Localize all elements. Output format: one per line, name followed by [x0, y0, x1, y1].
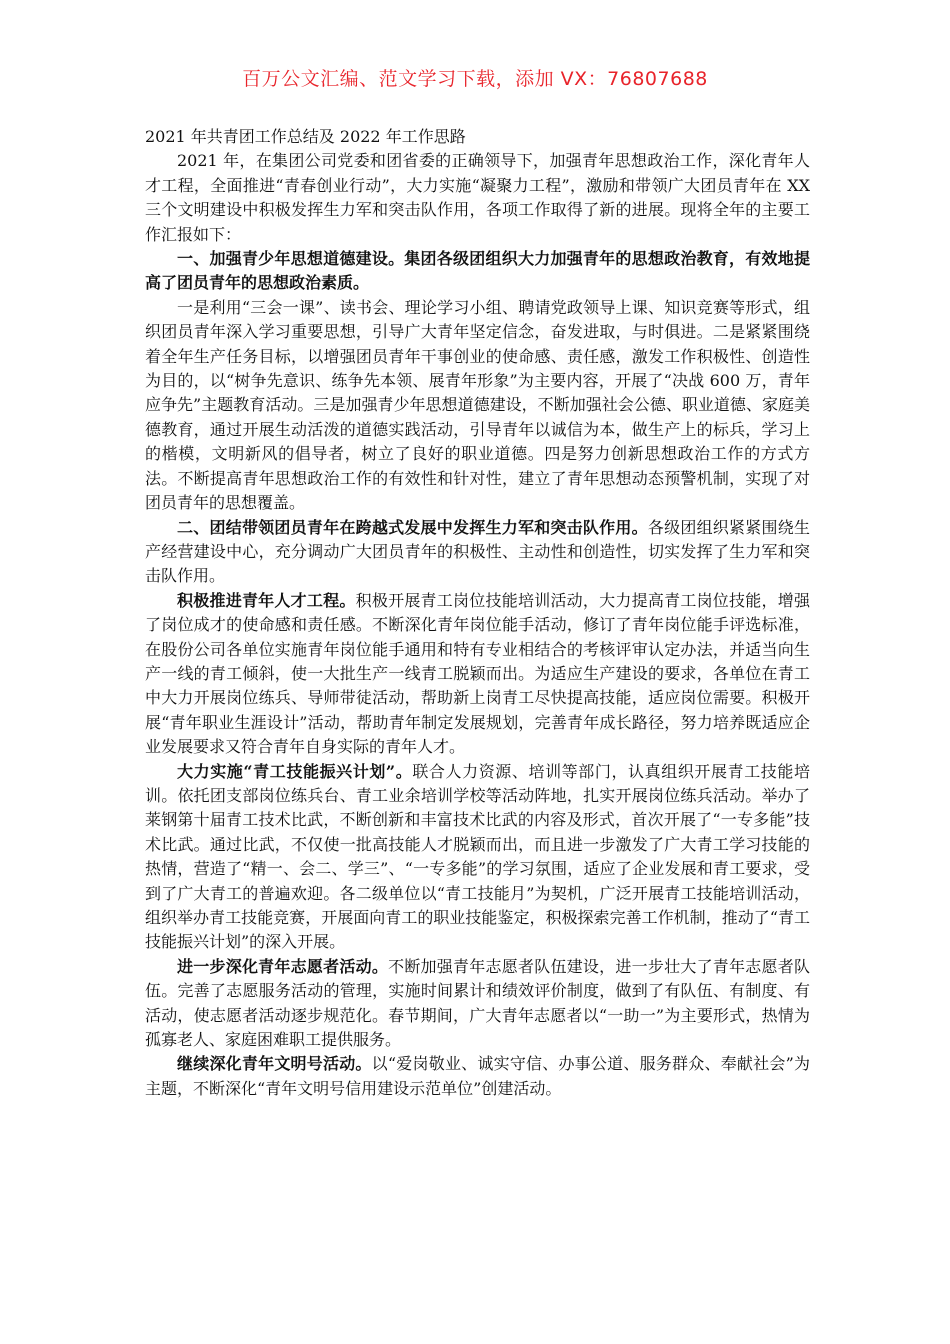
section1-paragraph: 一是利用“三会一课”、读书会、理论学习小组、聘请党政领导上课、知识竞赛等形式，组织团员青年深入学习重要思想，引导广大青年坚定信念，奋发进取，与时俱进。二是紧紧围绕着全年生产任务目标，以增强团员青年干事创业的使命感、责任感，激发工作积极性、创造性为目的，以“树争先意识、练争先本领、展青年形象”为主要内容，开展了“决战 600 万，青年应争先”主题教育活动。三是加强青少年思想道德建设，不断加强社会公德、职业道德、家庭美德教育，通过开展生动活泼的道德实践活动，引导青年以诚信为本，做生产上的标兵，学习上的楷模，文明新风的倡导者，树立了良好的职业道德。四是努力创新思想政治工作的方式方法。不断提高青年思想政治工作的有效性和针对性，建立了青年思想动态预警机制，实现了对团员青年的思想覆盖。 — [145, 297, 810, 513]
item4-body: 以“爱岗敬业、诚实守信、办事公道、服务群众、奉献社会”为主题，不断深化“青年文明号信用建设示范单位”创建活动。 — [145, 1054, 810, 1098]
header-banner: 百万公文汇编、范文学习下载，添加 VX：76807688 — [242, 68, 708, 90]
section2-heading: 二、团结带领团员青年在跨越式发展中发挥生力军和突击队作用。 — [177, 517, 648, 537]
item4-paragraph — [145, 1052, 810, 1101]
item2-paragraph — [145, 760, 810, 955]
section1-heading: 一、加强青少年思想道德建设。集团各级团组织大力加强青年的思想政治教育，有效地提高了团员青年的思想政治素质。 — [145, 249, 810, 293]
item1-body: 积极开展青工岗位技能培训活动，大力提高青工岗位技能，增强了岗位成才的使命感和责任感。不断深化青年岗位能手活动，修订了青年岗位能手评选标准，在股份公司各单位实施青年岗位能手通用和特有专业相结合的考核评审认定办法，并适当向生产一线的青工倾斜，使一大批生产一线青工脱颖而出。为适应生产建设的要求，各单位在青工中大力开展岗位练兵、导师带徒活动，帮助新上岗青工尽快提高技能，适应岗位需要。积极开展“青年职业生涯设计”活动，帮助青年制定发展规划，完善青年成长路径，努力培养既适应企业发展要求又符合青年自身实际的青年人才。 — [145, 590, 810, 757]
document-title: 2021 年共青团工作总结及 2022 年工作思路 — [145, 127, 466, 146]
section2-paragraph — [145, 516, 810, 589]
item1-heading: 积极推进青年人才工程。 — [177, 590, 356, 610]
section2-body: 各级团组织紧紧围绕生产经营建设中心，充分调动广大团员青年的积极性、主动性和创造性，切实发挥了生力军和突击队作用。 — [145, 517, 810, 586]
item2-body: 联合人力资源、培训等部门，认真组织开展青工技能培训。依托团支部岗位练兵台、青工业余培训学校等活动阵地，扎实开展岗位练兵活动。举办了莱钢第十届青工技术比武，不断创新和丰富技术比武的内容及形式，首次开展了“一专多能”技术比武。通过比武，不仅使一批高技能人才脱颖而出，而且进一步激发了广大青工学习技能的热情，营造了“精一、会二、学三”、“一专多能”的学习氛围，适应了企业发展和青工要求，受到了广大青工的普遍欢迎。各二级单位以“青工技能月”为契机，广泛开展青工技能培训活动，组织举办青工技能竞赛，开展面向青工的职业技能鉴定，积极探索完善工作机制，推动了“青工技能振兴计划”的深入开展。 — [145, 761, 810, 952]
item3-body: 不断加强青年志愿者队伍建设，进一步壮大了青年志愿者队伍。完善了志愿服务活动的管理，实施时间累计和绩效评价制度，做到了有队伍、有制度、有活动，使志愿者活动逐步规范化。春节期间，广大青年志愿者以“一助一”为主要形式，热情为孤寡老人、家庭困难职工提供服务。 — [145, 956, 810, 1050]
item4-heading: 继续深化青年文明号活动。 — [177, 1054, 372, 1074]
document-body — [145, 125, 810, 1101]
item2-heading: 大力实施“青工技能振兴计划”。 — [177, 761, 413, 781]
item3-paragraph — [145, 955, 810, 1053]
intro-paragraph: 2021 年，在集团公司党委和团省委的正确领导下，加强青年思想政治工作，深化青年人才工程，全面推进“青春创业行动”，大力实施“凝聚力工程”，激励和带领广大团员青年在 XX 三个文明建设中积极发挥生力军和突击队作用，各项工作取得了新的进展。现将全年的主要工作汇报如下： — [145, 151, 810, 244]
item3-heading: 进一步深化青年志愿者活动。 — [177, 956, 389, 976]
item1-paragraph — [145, 589, 810, 760]
